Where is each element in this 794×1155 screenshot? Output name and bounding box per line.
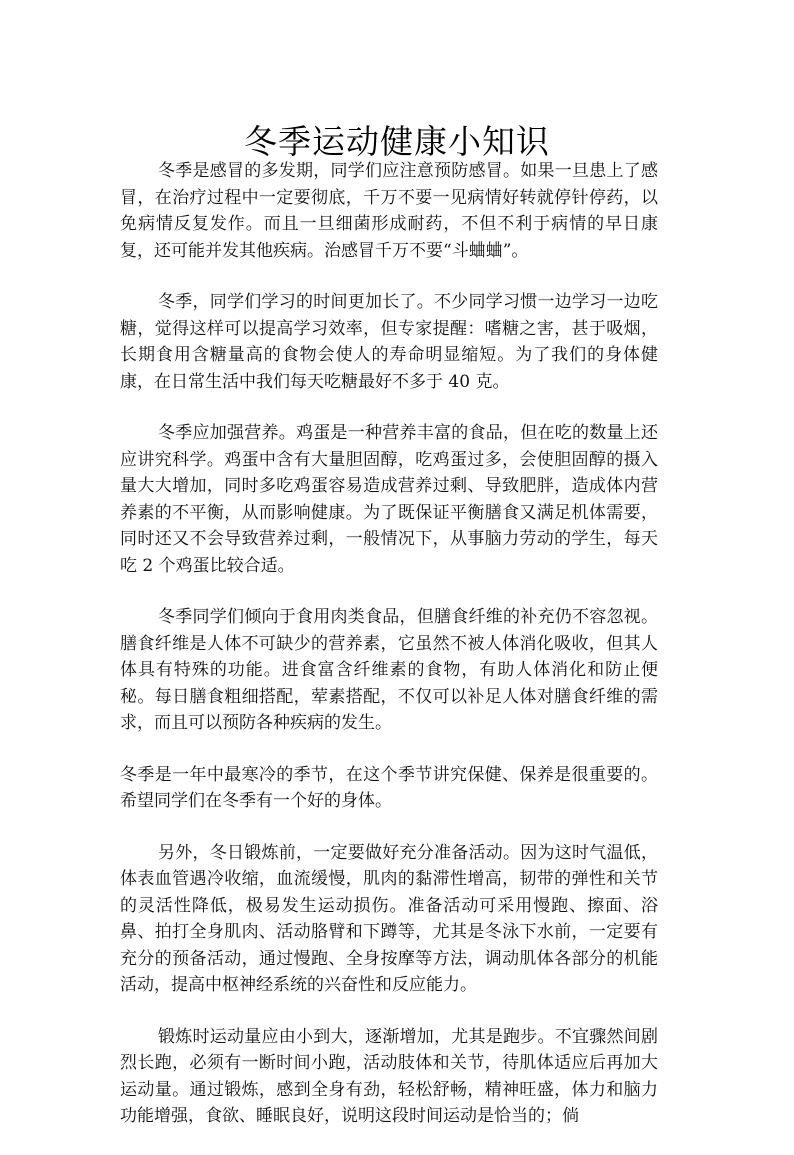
page-title: 冬季运动健康小知识 bbox=[244, 122, 550, 162]
paragraph-4: 冬季同学们倾向于食用肉类食品，但膳食纤维的补充仍不容忽视。膳食纤维是人体不可缺少的营养素，它虽然不被人体消化吸收，但其人体具有特殊的功能。进食富含纤维素的食物，有助人体消化和防止便秘。每日膳食粗细搭配，荤素搭配，不仅可以补足人体对膳食纤维的需求，而且可以预防各种疾病的发生。 bbox=[120, 607, 658, 733]
paragraph-1: 冬季是感冒的多发期，同学们应注意预防感冒。如果一旦患上了感冒，在治疗过程中一定要彻底，千万不要一见病情好转就停针停药，以免病情反复发作。而且一旦细菌形成耐药，不但不利于病情的早日康复，还可能并发其他疾病。治感冒千万不要“斗蛐蛐”。 bbox=[120, 161, 658, 261]
paragraph-5: 冬季是一年中最寒冷的季节，在这个季节讲究保健、保养是很重要的。希望同学们在冬季有一个好的身体。 bbox=[120, 764, 658, 811]
document-body bbox=[120, 158, 658, 1155]
paragraph-3: 冬季应加强营养。鸡蛋是一种营养丰富的食品，但在吃的数量上还应讲究科学。鸡蛋中含有大量胆固醇，吃鸡蛋过多，会使胆固醇的摄入量大大增加，同时多吃鸡蛋容易造成营养过剩、导致肥胖，造成体内营养素的不平衡，从而影响健康。为了既保证平衡膳食又满足机体需要，同时还又不会导致营养过剩，一般情况下，从事脑力劳动的学生，每天吃 2 个鸡蛋比较合适。 bbox=[120, 423, 658, 576]
paragraph-2: 冬季，同学们学习的时间更加长了。不少同学习惯一边学习一边吃糖，觉得这样可以提高学习效率，但专家提醒：嗜糖之害，甚于吸烟，长期食用含糖量高的食物会使人的寿命明显缩短。为了我们的身体健康，在日常生活中我们每天吃糖最好不多于 40 克。 bbox=[120, 292, 658, 392]
paragraph-7: 锻炼时运动量应由小到大，逐渐增加，尤其是跑步。不宜骤然间剧烈长跑，必须有一断时间小跑，活动肢体和关节，待肌体适应后再加大运动量。通过锻炼，感到全身有劲，轻松舒畅，精神旺盛，体力和脑力功能增强，食欲、睡眠良好，说明这段时间运动是恰当的；倘 bbox=[120, 1026, 658, 1126]
paragraph-6: 另外，冬日锻炼前，一定要做好充分准备活动。因为这时气温低，体表血管遇冷收缩，血流缓慢，肌肉的黏滞性增高，韧带的弹性和关节的灵活性降低，极易发生运动损伤。准备活动可采用慢跑、擦面、浴鼻、拍打全身肌肉、活动胳臂和下蹲等，尤其是冬泳下水前，一定要有充分的预备活动，通过慢跑、全身按摩等方法，调动肌体各部分的机能活动，提高中枢神经系统的兴奋性和反应能力。 bbox=[120, 842, 658, 995]
